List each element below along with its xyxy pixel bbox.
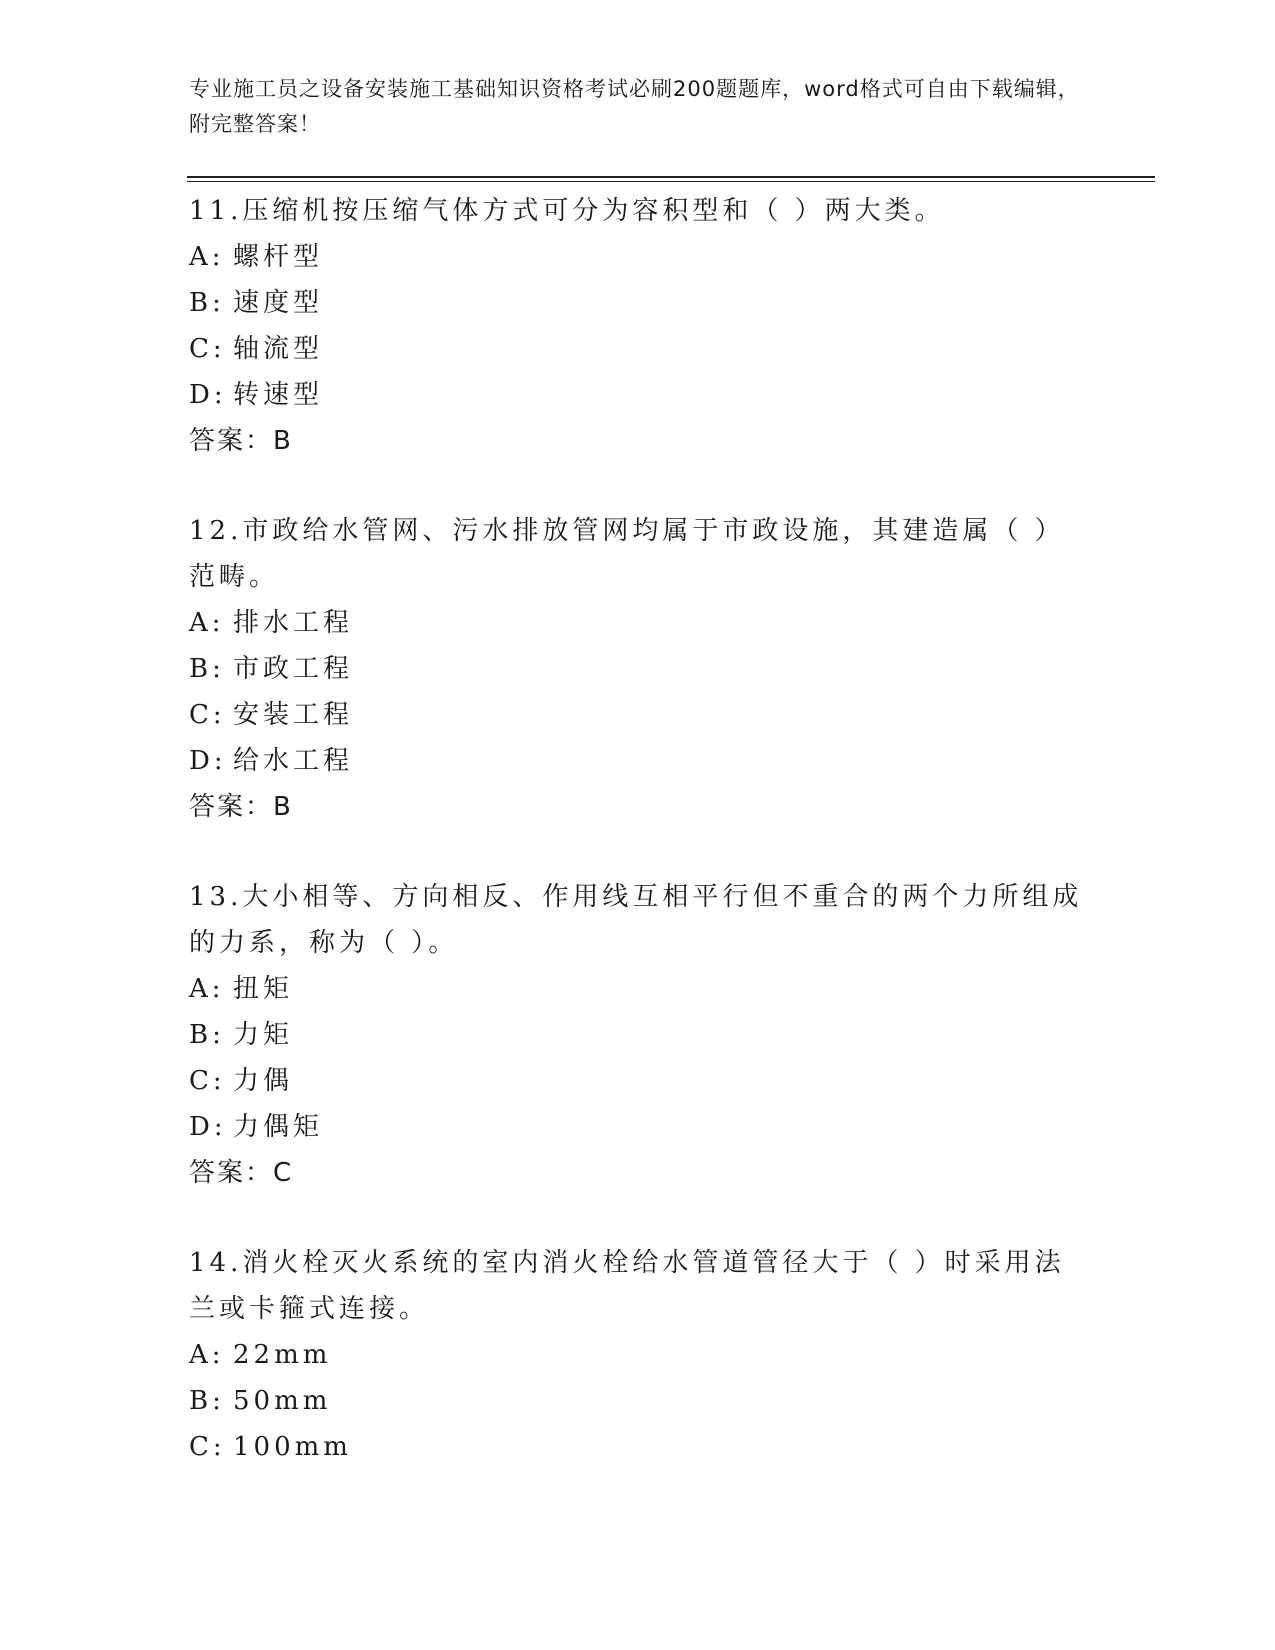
option-key: D: — [189, 746, 227, 776]
question-text: 13.大小相等、方向相反、作用线互相平行但不重合的两个力所组成的力系，称为（ ）。 — [189, 882, 1083, 958]
option-b — [189, 646, 1089, 692]
option-text: 排水工程 — [233, 608, 354, 638]
option-text: 轴流型 — [233, 334, 324, 364]
question-list — [189, 188, 1089, 1514]
option-text: 100mm — [233, 1432, 352, 1462]
option-d — [189, 1104, 1089, 1150]
document-header: 专业施工员之设备安装施工基础知识资格考试必刷200题题库，word格式可自由下载编辑，附完整答案！ — [189, 77, 1080, 136]
question-text: 12.市政给水管网、污水排放管网均属于市政设施，其建造属（ ）范畴。 — [189, 516, 1065, 592]
question-item — [189, 1240, 1089, 1470]
option-key: A: — [189, 242, 225, 272]
option-d — [189, 738, 1089, 784]
option-key: D: — [189, 380, 227, 410]
header-divider-bottom — [187, 181, 1155, 182]
option-c — [189, 692, 1089, 738]
option-text: 50mm — [233, 1386, 332, 1416]
option-key: B: — [189, 288, 225, 318]
option-text: 市政工程 — [233, 654, 354, 684]
option-key: B: — [189, 1020, 225, 1050]
option-key: A: — [189, 608, 225, 638]
option-key: C: — [189, 700, 226, 730]
option-text: 安装工程 — [233, 700, 354, 730]
option-key: B: — [189, 1386, 225, 1416]
option-a — [189, 234, 1089, 280]
option-c — [189, 326, 1089, 372]
option-text: 力矩 — [233, 1020, 294, 1050]
option-text: 转速型 — [233, 380, 324, 410]
option-key: D: — [189, 1112, 227, 1142]
option-text: 速度型 — [233, 288, 324, 318]
option-text: 给水工程 — [233, 746, 354, 776]
option-text: 螺杆型 — [233, 242, 324, 272]
option-b — [189, 280, 1089, 326]
option-d — [189, 372, 1089, 418]
answer-line: 答案：B — [189, 426, 293, 456]
option-text: 力偶 — [233, 1066, 294, 1096]
option-a — [189, 1332, 1089, 1378]
option-c — [189, 1058, 1089, 1104]
option-key: C: — [189, 334, 226, 364]
option-b — [189, 1378, 1089, 1424]
option-text: 22mm — [233, 1340, 332, 1370]
question-item — [189, 508, 1089, 830]
option-a — [189, 966, 1089, 1012]
option-key: B: — [189, 654, 225, 684]
option-text: 力偶矩 — [233, 1112, 324, 1142]
question-text: 11.压缩机按压缩气体方式可分为容积型和（ ）两大类。 — [189, 196, 945, 226]
option-text: 扭矩 — [233, 974, 294, 1004]
question-item — [189, 874, 1089, 1196]
option-a — [189, 600, 1089, 646]
option-c — [189, 1424, 1089, 1470]
answer-line: 答案：B — [189, 792, 293, 822]
option-key: C: — [189, 1066, 226, 1096]
question-text: 14.消火栓灭火系统的室内消火栓给水管道管径大于（ ）时采用法兰或卡箍式连接。 — [189, 1248, 1065, 1324]
option-key: C: — [189, 1432, 226, 1462]
option-key: A: — [189, 974, 225, 1004]
header-divider-top — [187, 176, 1155, 178]
option-b — [189, 1012, 1089, 1058]
option-key: A: — [189, 1340, 225, 1370]
question-item — [189, 188, 1089, 464]
answer-line: 答案：C — [189, 1158, 294, 1188]
